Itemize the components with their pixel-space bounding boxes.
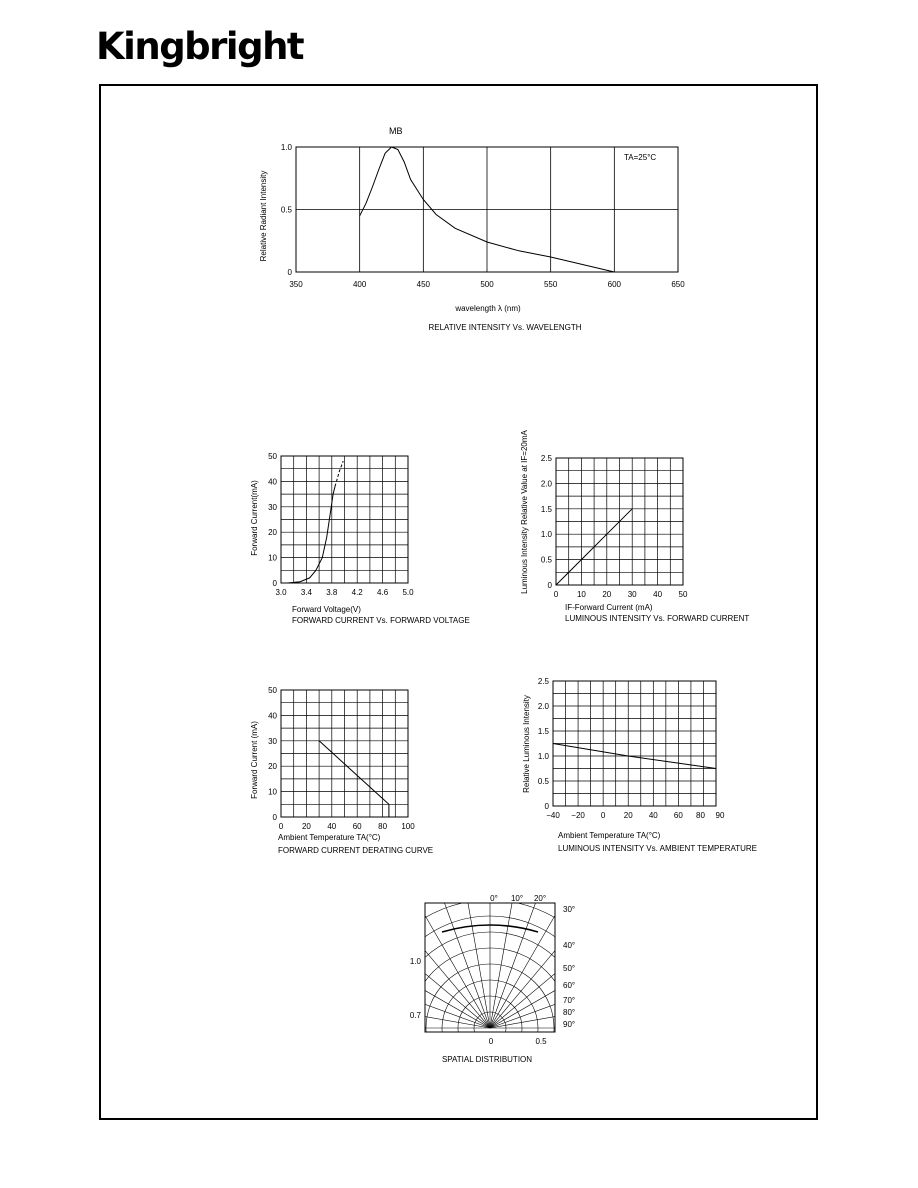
c6-polar-grid [330, 868, 650, 1156]
c5-y-tick-label: 2.0 [537, 702, 549, 711]
c1-x-tick-label: 400 [352, 280, 367, 289]
c5-y-tick-label: 0 [544, 802, 549, 811]
c4-x-tick-label: 60 [352, 822, 362, 831]
c2-y-tick-label: 0 [272, 579, 277, 588]
c6-angle-ray [490, 925, 613, 1028]
c1-series-label: MB [389, 126, 403, 136]
c2-y-tick-label: 30 [268, 502, 277, 512]
c6-angle-label: 50° [563, 964, 576, 973]
c4-xlabel: Ambient Temperature TA(°C) [278, 833, 381, 842]
c5-x-tick-label: 0 [600, 811, 606, 820]
c3-x-tick-label: 40 [653, 590, 663, 599]
c2-x-tick-label: 4.2 [351, 588, 363, 597]
c5-x-tick-label: 90 [715, 811, 725, 820]
c1-y-tick-label: 1.0 [280, 143, 292, 152]
c6-angle-ray [490, 905, 593, 1028]
c5-y-tick-label: 0.5 [537, 777, 549, 786]
c2-y-tick-label: 40 [268, 477, 277, 487]
c1-ylabel: Relative Radiant Intensity [259, 170, 268, 262]
brand-logo: Kingbright [96, 25, 304, 68]
c1-x-tick-label: 600 [607, 280, 622, 289]
c3-y-tick-label: 0.5 [540, 555, 552, 565]
c2-y-tick-label: 50 [268, 452, 277, 461]
c3-y-tick-label: 1.0 [540, 530, 552, 540]
c1-annotation: TA=25°C [624, 153, 657, 162]
c4-y-tick-label: 10 [268, 787, 277, 797]
c2-title: FORWARD CURRENT Vs. FORWARD VOLTAGE [292, 616, 470, 625]
c3-title: LUMINOUS INTENSITY Vs. FORWARD CURRENT [565, 614, 750, 623]
c2-series-dashed [335, 461, 343, 486]
c6-angle-label: 60° [563, 981, 576, 990]
c6-angle-ray [490, 948, 629, 1028]
c5-ylabel: Relative Luminous Intensity [522, 695, 531, 793]
c6-angle-ray [387, 905, 490, 1028]
c5-xlabel: Ambient Temperature TA(°C) [558, 831, 661, 840]
c5-x-tick-label: 60 [673, 811, 683, 820]
c5-x-tick-label: 20 [623, 811, 633, 820]
c4-x-tick-label: 20 [301, 822, 311, 831]
c2-xlabel: Forward Voltage(V) [292, 605, 361, 614]
c6-angle-label: 30° [563, 905, 576, 914]
c3-y-tick-label: 0 [547, 581, 552, 590]
c4-x-tick-label: 100 [401, 822, 415, 831]
c2-x-tick-label: 4.6 [377, 588, 389, 597]
c4-y-tick-label: 20 [268, 762, 277, 772]
c6-angle-ray [367, 925, 490, 1028]
c6-angle-label: 40° [563, 941, 576, 950]
c6-angle-label: 90° [563, 1020, 576, 1029]
c5-x-tick-label: −40 [546, 811, 560, 820]
c3-ylabel: Luminous Intensity Relative Value at IF=20mA [520, 430, 529, 594]
c5-x-tick-label: 80 [696, 811, 705, 820]
c5-title: LUMINOUS INTENSITY Vs. AMBIENT TEMPERATURE [558, 844, 757, 853]
c6-title: SPATIAL DISTRIBUTION [441, 1055, 533, 1064]
c2-x-tick-label: 3.0 [275, 588, 287, 597]
c6-angle-label: 0° [490, 894, 498, 903]
c3-y-tick-label: 2.5 [540, 454, 552, 463]
c6-bottom-label: 0.5 [535, 1037, 547, 1046]
c3-y-tick-label: 2.0 [540, 479, 552, 489]
c1-title: RELATIVE INTENSITY Vs. WAVELENGTH [428, 323, 582, 332]
c2-series-line [287, 487, 335, 584]
c1-y-tick-label: 0 [287, 268, 292, 277]
c6-bottom-label: 0 [488, 1037, 494, 1046]
c4-y-tick-label: 40 [268, 711, 277, 721]
c4-y-tick-label: 0 [272, 813, 277, 822]
c1-x-tick-label: 350 [289, 280, 303, 289]
c1-x-tick-label: 550 [543, 280, 558, 289]
c6-radial-label: 1.0 [409, 957, 421, 966]
c6-angle-label: 70° [563, 996, 576, 1005]
c2-x-tick-label: 5.0 [402, 588, 414, 597]
c2-x-tick-label: 3.8 [326, 588, 338, 597]
c6-angle-ray [435, 878, 490, 1028]
c6-angle-label: 20° [533, 894, 547, 903]
c3-x-tick-label: 10 [576, 590, 586, 599]
c4-y-tick-label: 50 [268, 686, 277, 695]
c3-y-tick-label: 1.5 [540, 504, 552, 514]
c2-y-tick-label: 20 [268, 528, 277, 538]
c5-y-tick-label: 1.5 [537, 727, 549, 736]
c3-x-tick-label: 0 [553, 590, 559, 599]
c4-ylabel: Forward Current (mA) [250, 721, 259, 799]
c4-x-tick-label: 0 [278, 822, 284, 831]
c3-x-tick-label: 50 [678, 590, 688, 599]
c5-x-tick-label: −20 [571, 811, 585, 820]
c4-y-tick-label: 30 [268, 736, 277, 746]
c5-y-tick-label: 2.5 [537, 677, 549, 686]
c4-title: FORWARD CURRENT DERATING CURVE [278, 846, 434, 855]
c1-xlabel: wavelength λ (nm) [455, 304, 521, 313]
c1-y-tick-label: 0.5 [280, 205, 292, 215]
c1-x-tick-label: 500 [480, 280, 494, 289]
c4-x-tick-label: 40 [327, 822, 337, 831]
c5-y-tick-label: 1.0 [537, 752, 549, 761]
c2-ylabel: Forward Current(mA) [250, 480, 259, 556]
c6-angle-label: 80° [563, 1008, 576, 1017]
c6-radial-label: 0.7 [409, 1011, 421, 1020]
c4-x-tick-label: 80 [378, 822, 388, 831]
c5-x-tick-label: 40 [648, 811, 658, 820]
c2-y-tick-label: 10 [268, 553, 277, 563]
c2-x-tick-label: 3.4 [300, 588, 312, 597]
c3-x-tick-label: 30 [627, 590, 637, 599]
c3-x-tick-label: 20 [602, 590, 612, 599]
c6-angle-label: 10° [510, 894, 524, 903]
c1-x-tick-label: 650 [671, 280, 685, 289]
c3-xlabel: IF-Forward Current (mA) [565, 603, 653, 612]
c1-x-tick-label: 450 [416, 280, 431, 289]
